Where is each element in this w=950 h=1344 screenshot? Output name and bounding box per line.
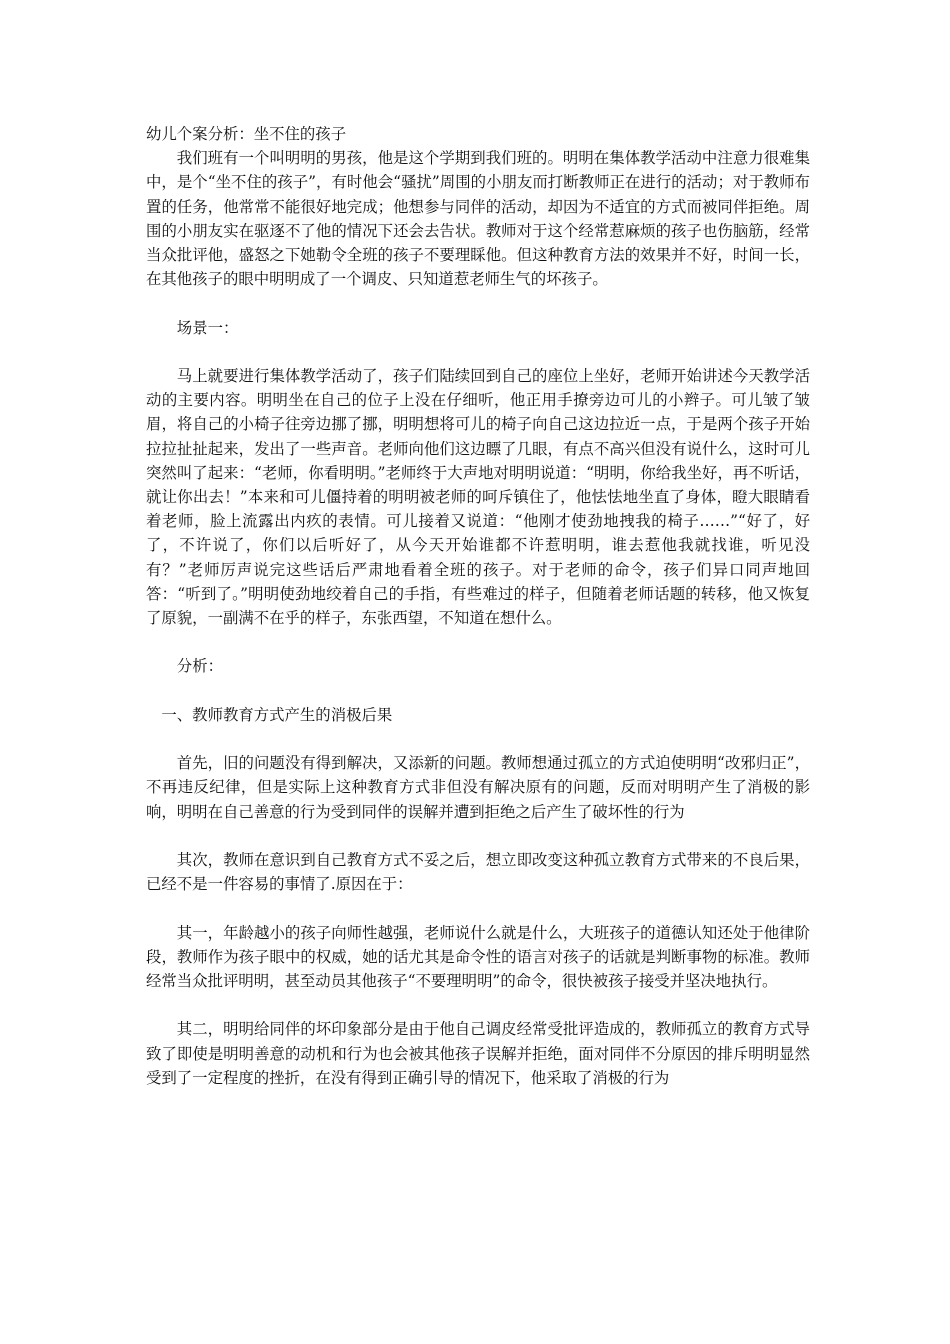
document-body [146, 122, 810, 1090]
spacer [146, 727, 810, 751]
spacer [146, 630, 810, 654]
analysis-heading: 分析： [176, 657, 223, 676]
spacer [146, 993, 810, 1017]
first-point-paragraph: 首先，旧的问题没有得到解决，又添新的问题。教师想通过孤立的方式迫使明明“改邪归正”，不再违反纪律，但是实际上这种教育方式非但没有解决原有的问题，反而对明明产生了消极的影响，明明在自己善意的行为受到同伴的误解并遭到拒绝之后产生了破坏性的行为 [146, 754, 810, 821]
spacer [146, 291, 810, 315]
spacer [146, 896, 810, 920]
document-title: 幼儿个案分析：坐不住的孩子 [146, 125, 347, 143]
section-heading: 一、教师教育方式产生的消极后果 [161, 705, 393, 724]
scene-heading: 场景一： [176, 318, 239, 337]
reason-two-paragraph: 其二，明明给同伴的坏印象部分是由于他自己调皮经常受批评造成的，教师孤立的教育方式导致了即使是明明善意的动机和行为也会被其他孩子误解并拒绝，面对同伴不分原因的排斥明明显然受到了一定程度的挫折，在没有得到正确引导的情况下，他采取了消极的行为 [146, 1020, 810, 1087]
scene-paragraph: 马上就要进行集体教学活动了，孩子们陆续回到自己的座位上坐好，老师开始讲述今天教学活动的主要内容。明明坐在自己的位子上没在仔细听，他正用手撩旁边可儿的小辫子。可儿皱了皱眉，将自己的小椅子往旁边挪了挪，明明想将可儿的椅子向自己这边拉近一点，于是两个孩子开始拉拉扯扯起来，发出了一些声音。老师向他们这边瞟了几眼，有点不高兴但没有说什么，这时可儿突然叫了起来：“老师，你看明明。”老师终于大声地对明明说道：“明明，你给我坐好，再不听话，就让你出去！”本来和可儿僵持着的明明被老师的呵斥镇住了，他怯怯地坐直了身体，瞪大眼睛看着老师，脸上流露出内疚的表情。可儿接着又说道：“他刚才使劲地拽我的椅子……”“好了，好了，不许说了，你们以后听好了，从今天开始谁都不许惹明明，谁去惹他我就找谁，听见没有？”老师厉声说完这些话后严肃地看着全班的孩子。对于老师的命令，孩子们异口同声地回答：“听到了。”明明使劲地绞着自己的手指，有些难过的样子，但随着老师话题的转移，他又恢复了原貌，一副满不在乎的样子，东张西望，不知道在想什么。 [146, 367, 810, 628]
intro-paragraph: 我们班有一个叫明明的男孩，他是这个学期到我们班的。明明在集体教学活动中注意力很难集中，是个“坐不住的孩子”，有时他会“骚扰”周围的小朋友而打断教师正在进行的活动；对于教师布置的任务，他常常不能很好地完成；他想参与同伴的活动，却因为不适宜的方式而被同伴拒绝。周围的小朋友实在驱逐不了他的情况下还会去告状。教师对于这个经常惹麻烦的孩子也伤脑筋，经常当众批评他，盛怒之下她勒令全班的孩子不要理睬他。但这种教育方法的效果并不好，时间一长，在其他孩子的眼中明明成了一个调皮、只知道惹老师生气的坏孩子。 [146, 149, 810, 289]
spacer [146, 340, 810, 364]
second-point-paragraph: 其次，教师在意识到自己教育方式不妥之后，想立即改变这种孤立教育方式带来的不良后果，已经不是一件容易的事情了.原因在于： [146, 851, 810, 894]
spacer [146, 824, 810, 848]
spacer [146, 679, 810, 703]
reason-one-paragraph: 其一，年龄越小的孩子向师性越强，老师说什么就是什么，大班孩子的道德认知还处于他律阶段，教师作为孩子眼中的权威，她的话尤其是命令性的语言对孩子的话就是判断事物的标准。教师经常当众批评明明，甚至动员其他孩子“不要理明明”的命令，很快被孩子接受并坚决地执行。 [146, 923, 810, 990]
